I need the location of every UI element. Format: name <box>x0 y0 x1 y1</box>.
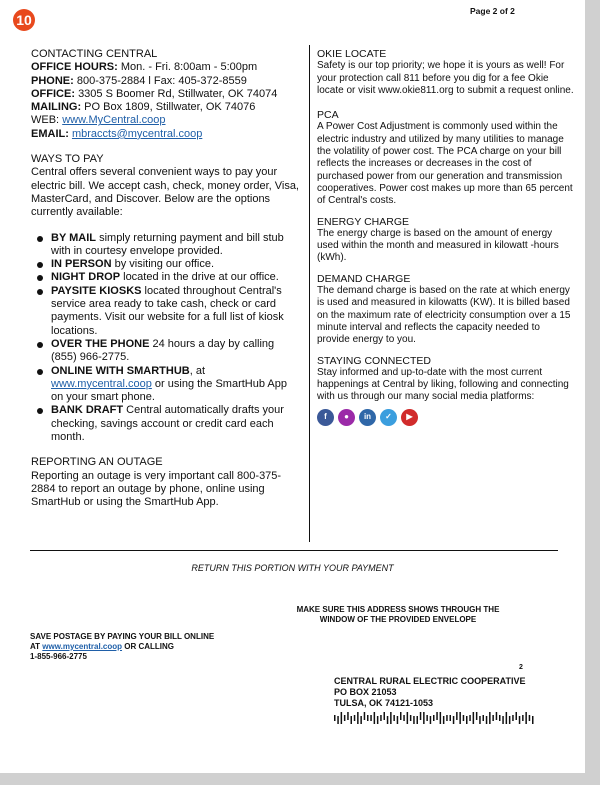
barcode-bar <box>522 715 524 721</box>
list-item: ONLINE WITH SMARTHUB, at www.mycentral.coop or using the SmartHub App on your smart phone. <box>31 365 301 405</box>
barcode-bar <box>509 716 511 724</box>
youtube-icon[interactable]: ▶ <box>401 409 418 426</box>
barcode-bar <box>387 716 389 724</box>
barcode-bar <box>529 715 531 721</box>
barcode-bar <box>370 715 372 721</box>
list-item: PAYSITE KIOSKS located throughout Central's service area ready to take cash, check or card payments. Visit our website for a full list of kiosk locations. <box>31 285 301 338</box>
list-item: BANK DRAFT Central automatically drafts your checking, savings account or credit card each month. <box>31 404 301 444</box>
bullet-icon <box>37 408 43 414</box>
bullet-icon <box>37 262 43 268</box>
barcode-bar <box>492 715 494 721</box>
column-divider <box>309 45 310 542</box>
barcode-bar <box>443 716 445 724</box>
barcode-bar <box>456 712 458 720</box>
barcode-bar <box>341 712 343 724</box>
barcode-bar <box>440 712 442 724</box>
barcode-bar <box>516 712 518 720</box>
barcode-bar <box>347 712 349 720</box>
okie-heading: OKIE LOCATE <box>317 48 387 60</box>
postage-link[interactable]: www.mycentral.coop <box>42 642 123 651</box>
barcode-bar <box>436 712 438 720</box>
barcode-bar <box>334 715 336 721</box>
barcode-bar <box>426 715 428 721</box>
page-number: Page 2 of 2 <box>470 6 515 16</box>
barcode-bar <box>450 715 452 721</box>
web-link[interactable]: www.MyCentral.coop <box>62 114 166 127</box>
bullet-icon <box>37 342 43 348</box>
barcode-bar <box>486 716 488 724</box>
pca-text: A Power Cost Adjustment is commonly used within the electric industry and utilized by many utilities to manage the volatility of power cost. The PCA charge on your bill reflects the increases or decreases in the cost of purchased power from our generation and transmission cooperatives. Power cost makes up more than 65 percent of Central's costs. <box>317 121 573 207</box>
barcode-bar <box>344 715 346 721</box>
list-item: OVER THE PHONE 24 hours a day by calling (855) 966-2775. <box>31 338 301 365</box>
phone: PHONE: 800-375-2884 l Fax: 405-372-8559 <box>31 74 247 87</box>
cut-line <box>30 550 558 551</box>
barcode-bar <box>479 716 481 724</box>
barcode-bar <box>499 715 501 721</box>
outage-text: Reporting an outage is very important call 800-375-2884 to report an outage by phone, online using SmartHub or using the SmartHub App. <box>31 469 282 509</box>
barcode-bar <box>337 716 339 724</box>
demand-heading: DEMAND CHARGE <box>317 272 411 285</box>
outage-heading: REPORTING AN OUTAGE <box>31 456 163 469</box>
barcode-bar <box>351 716 353 724</box>
barcode-bar <box>374 712 376 724</box>
email: EMAIL: mbraccts@mycentral.coop <box>31 127 203 140</box>
list-item: IN PERSON by visiting our office. <box>31 258 301 271</box>
stub-code: 2 <box>519 664 523 671</box>
connected-text: Stay informed and up-to-date with the most current happenings at Central by liking, following and connecting with us through our many social media platforms: <box>317 366 569 403</box>
list-item: BY MAIL simply returning payment and bill stub with in courtesy envelope provided. <box>31 232 301 259</box>
bullet-icon <box>37 289 43 295</box>
barcode-bar <box>400 712 402 720</box>
barcode-bar <box>519 716 521 724</box>
barcode-bar <box>407 712 409 724</box>
bullet-icon <box>37 236 43 242</box>
barcode-bar <box>433 715 435 721</box>
barcode-bar <box>496 712 498 720</box>
barcode-bar <box>367 715 369 721</box>
barcode-bar <box>463 715 465 721</box>
barcode-bar <box>397 716 399 724</box>
energy-text: The energy charge is based on the amount of energy used within the month and measured in kilowatt -hours (kWh). <box>317 227 559 264</box>
barcode-bar <box>525 712 527 724</box>
twitter-icon[interactable]: ✓ <box>380 409 397 426</box>
okie-text: Safety is our top priority; we hope it is yours as well! For your protection call 811 before you dig for a fee Okie locate or visit www.okie811.org to submit a request online. <box>317 60 574 96</box>
barcode-bar <box>512 715 514 721</box>
barcode-bar <box>466 716 468 724</box>
right-column <box>317 48 575 426</box>
barcode-bar <box>502 716 504 724</box>
barcode-bar <box>413 716 415 724</box>
barcode-bar <box>354 715 356 721</box>
barcode-bar <box>417 716 419 724</box>
instagram-icon[interactable]: ● <box>338 409 355 426</box>
mailing-address: MAILING: PO Box 1809, Stillwater, OK 74076 <box>31 101 256 114</box>
barcode-bar <box>459 712 461 724</box>
return-instruction: RETURN THIS PORTION WITH YOUR PAYMENT <box>191 563 394 573</box>
barcode-bar <box>364 712 366 720</box>
bullet-icon <box>37 369 43 375</box>
barcode-bar <box>393 715 395 721</box>
barcode-bar <box>357 712 359 724</box>
pca-heading: PCA <box>317 109 339 122</box>
barcode-bar <box>476 712 478 720</box>
connected-heading: STAYING CONNECTED <box>317 354 431 367</box>
barcode-bar <box>390 712 392 724</box>
office-hours: OFFICE HOURS: Mon. - Fri. 8:00am - 5:00pm <box>31 61 258 74</box>
ways-heading: WAYS TO PAY <box>31 153 104 166</box>
barcode-bar <box>483 715 485 721</box>
barcode-bar <box>423 712 425 724</box>
barcode-bar <box>446 715 448 721</box>
contact-heading: CONTACTING CENTRAL <box>31 48 158 60</box>
barcode-bar <box>489 712 491 724</box>
barcode-bar <box>403 715 405 721</box>
barcode-bar <box>506 712 508 724</box>
payment-options-list <box>31 232 301 445</box>
smarthub-link[interactable]: www.mycentral.coop <box>51 377 152 390</box>
energy-heading: ENERGY CHARGE <box>317 215 409 228</box>
barcode-bar <box>410 715 412 721</box>
barcode-bar <box>420 712 422 720</box>
postage-notice: SAVE POSTAGE BY PAYING YOUR BILL ONLINE AT www.mycentral.coop OR CALLING 1-855-966-2775 <box>30 632 215 661</box>
demand-text: The demand charge is based on the rate at which energy is used and measured in kilowatts (KW). It is billed based on the maximum rate of electricity consumption over a 15 minute interval and reflects the capacity needed to provide energy to you. <box>317 285 571 346</box>
barcode-bar <box>453 716 455 724</box>
social-icons <box>317 409 575 426</box>
email-link[interactable]: mbraccts@mycentral.coop <box>71 127 203 140</box>
barcode-bar <box>360 716 362 724</box>
barcode-bar <box>473 712 475 724</box>
page-badge: 10 <box>13 9 35 31</box>
left-column <box>31 48 301 510</box>
barcode-bar <box>380 715 382 721</box>
envelope-instruction: MAKE SURE THIS ADDRESS SHOWS THROUGH THE WINDOW OF THE PROVIDED ENVELOPE <box>296 605 500 624</box>
postal-barcode <box>334 712 539 724</box>
bullet-icon <box>37 275 43 281</box>
linkedin-icon[interactable]: in <box>359 409 376 426</box>
remit-address: CENTRAL RURAL ELECTRIC COOPERATIVE PO BOX 21053 TULSA, OK 74121-1053 <box>334 676 526 708</box>
barcode-bar <box>469 715 471 721</box>
barcode-bar <box>377 716 379 724</box>
facebook-icon[interactable]: f <box>317 409 334 426</box>
barcode-bar <box>430 716 432 724</box>
barcode-bar <box>532 716 534 724</box>
barcode-bar <box>384 712 386 720</box>
ways-intro: Central offers several convenient ways to pay your electric bill. We accept cash, check, money order, Visa, MasterCard, and Discover. Below are the options currently available: <box>31 166 299 219</box>
list-item: NIGHT DROP located in the drive at our office. <box>31 271 301 284</box>
web: WEB: www.MyCentral.coop <box>31 114 166 127</box>
office-address: OFFICE: 3305 S Boomer Rd, Stillwater, OK 74074 <box>31 87 278 100</box>
